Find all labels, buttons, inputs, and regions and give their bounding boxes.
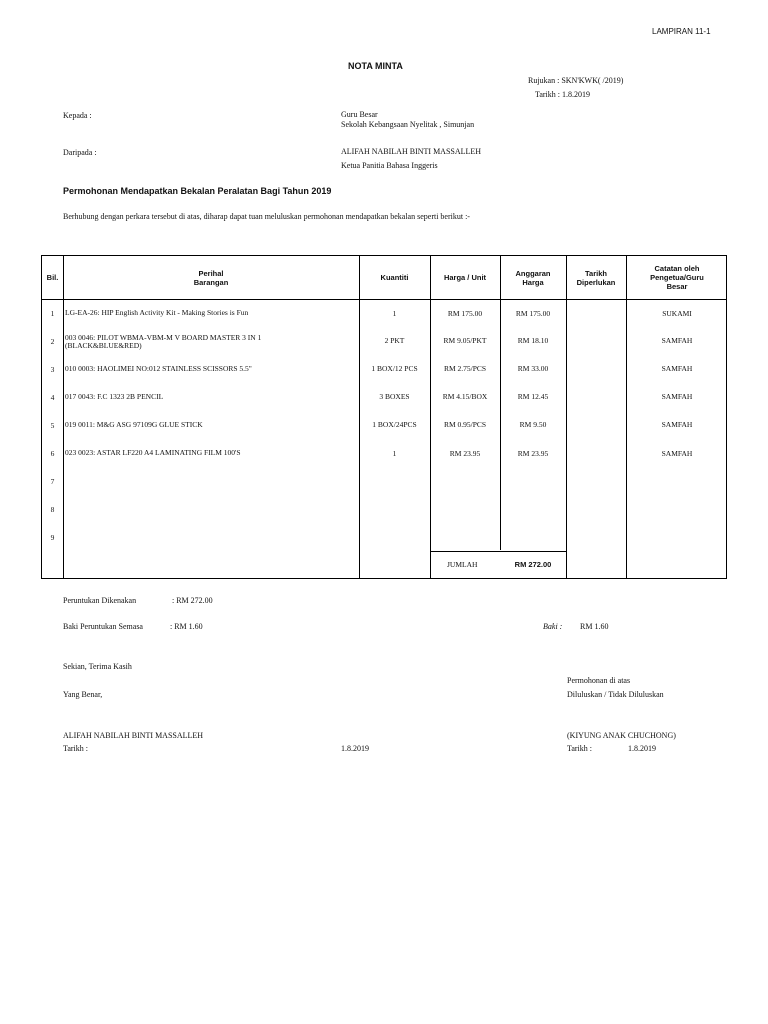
page-title: NOTA MINTA (348, 61, 403, 71)
daripada-label: Daripada : (63, 148, 97, 157)
intro-text: Berhubung dengan perkara tersebut di atas, diharap dapat tuan meluluskan permohonan mendapatkan bekalan seperti berikut :- (63, 212, 470, 221)
header-perihal-1: Perihal (198, 269, 224, 278)
tarikh-left-label: Tarikh : (63, 744, 88, 753)
baki-value: RM 1.60 (580, 622, 609, 631)
daripada-line-2: Ketua Panitia Bahasa Inggeris (341, 161, 438, 170)
header-harga: Harga / Unit (443, 273, 487, 282)
kepada-line-1: Guru Besar (341, 110, 378, 119)
header-tarikh-1: Tarikh (585, 269, 607, 278)
tarikh-left-value: 1.8.2019 (341, 744, 369, 753)
subject-line: Permohonan Mendapatkan Bekalan Peralatan Bagi Tahun 2019 (63, 186, 332, 196)
header-perihal-2: Barangan (193, 278, 229, 287)
signer-right: (KIYUNG ANAK CHUCHONG) (567, 731, 676, 740)
request-table: Bil. Perihal Barangan Kuantiti Harga / Unit Anggaran Harga Tarikh Diperlukan Catatan oleh Pengetua/Guru Besar 1 LG-EA-26: HIP English Activity Kit - Making Stories is Fun 1 RM 175.00 RM 175.00 SUKAMI 2 003 0046: PILOT WBMA-VBM-M V BOARD MASTER 3 IN 1 (BLACK&BLUE&RED) 2 PKT RM 9.05/PKT RM 18.10 SAMFAH 3 010 0003: HAOLIMEI NO:012 STAINLESS SCISSORS 5.5" 1 BOX/12 PCS RM 2.75/PCS RM 33.00 SAMFAH 4 017 0043: F.C 1323 2B PENCIL 3 BOXES RM 4.15/BOX RM 12.45 SAMFAH 5 019 0011: M&G ASG 97109G GLUE STICK 1 BOX/24PCS RM 0.95/PCS RM 9.50 SAMFAH 6 023 0023: ASTAR LF220 A4 LAMINATING FILM 100'S 1 RM 23.95 RM 23.95 SAMFAH 7 8 9 JUMLAH RM 272.00 (41, 255, 727, 579)
kepada-line-2: Sekolah Kebangsaan Nyelitak , Simunjan (341, 120, 475, 129)
header-kuantiti: Kuantiti (380, 273, 409, 282)
peruntukan-label: Peruntukan Dikenakan (63, 596, 137, 605)
peruntukan-value: : RM 272.00 (172, 596, 213, 605)
baki-semasa-value: : RM 1.60 (170, 622, 203, 631)
sekian-text: Sekian, Terima Kasih (63, 662, 132, 671)
jumlah-label: JUMLAH (447, 560, 478, 569)
tarikh-right-label: Tarikh : (567, 744, 592, 753)
header-tarikh-2: Diperlukan (576, 278, 616, 287)
tarikh-top: Tarikh : 1.8.2019 (535, 90, 590, 99)
signer-left: ALIFAH NABILAH BINTI MASSALLEH (63, 731, 204, 740)
jumlah-value: RM 272.00 (514, 560, 552, 569)
daripada-line-1: ALIFAH NABILAH BINTI MASSALLEH (341, 147, 482, 156)
rujukan-text: Rujukan : SKN'KWK( /2019) (528, 76, 624, 85)
header-catatan-3: Besar (666, 282, 688, 291)
diluluskan-text: Diluluskan / Tidak Diluluskan (567, 690, 664, 699)
header-catatan-2: Pengetua/Guru (650, 273, 704, 282)
permohonan-di-atas: Permohonan di atas (567, 676, 631, 685)
header-catatan-1: Catatan oleh (654, 264, 700, 273)
lampiran-label: LAMPIRAN 11-1 (652, 27, 711, 36)
header-anggaran-2: Harga (522, 278, 544, 287)
header-bil: Bil. (46, 273, 59, 282)
tarikh-right-value: 1.8.2019 (628, 744, 656, 753)
baki-label: Baki : (543, 622, 563, 631)
kepada-label: Kepada : (63, 111, 92, 120)
yang-benar: Yang Benar, (63, 690, 103, 699)
header-anggaran-1: Anggaran (515, 269, 551, 278)
baki-semasa-label: Baki Peruntukan Semasa (63, 622, 143, 631)
